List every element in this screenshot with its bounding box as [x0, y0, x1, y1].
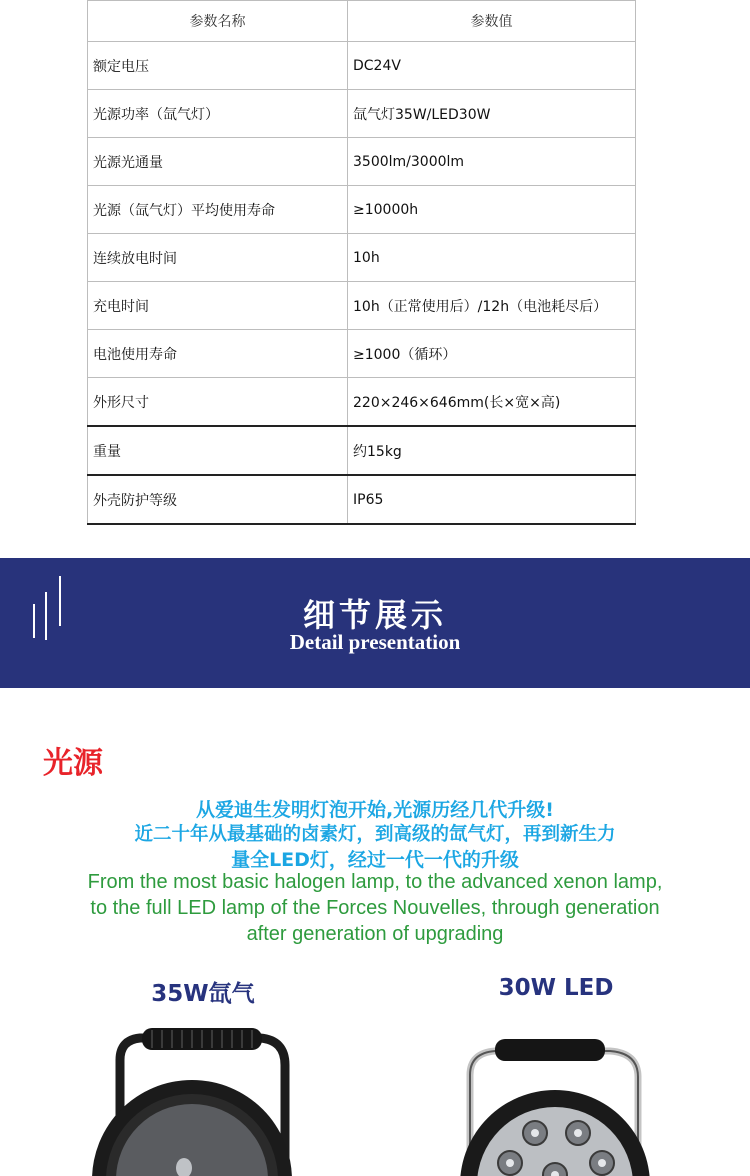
- param-value: DC24V: [348, 42, 636, 90]
- banner-title-cn: 细节展示: [302, 596, 447, 634]
- table-row: [88, 90, 636, 138]
- param-name: 光源功率（氙气灯）: [88, 90, 348, 138]
- param-value: 220×246×646mm(长×宽×高): [348, 378, 636, 427]
- xenon-lamp-label: 35W氙气: [151, 981, 255, 1007]
- table-row: [88, 42, 636, 90]
- spec-table: [87, 0, 636, 525]
- param-value: IP65: [348, 475, 636, 524]
- table-row: [88, 234, 636, 282]
- header-param-name: 参数名称: [88, 1, 348, 42]
- description-en-line: From the most basic halogen lamp, to the advanced xenon lamp,: [87, 871, 663, 893]
- param-value: 氙气灯35W/LED30W: [348, 90, 636, 138]
- description-cn-line: 近二十年从最基础的卤素灯，到高级的氙气灯，再到新生力: [134, 824, 616, 845]
- param-name: 光源（氙气灯）平均使用寿命: [88, 186, 348, 234]
- xenon-lamp-image: [80, 1020, 300, 1176]
- description-cn-line: 量全LED灯，经过一代一代的升级: [231, 849, 519, 871]
- param-name: 外壳防护等级: [88, 475, 348, 524]
- param-value: ≥1000（循环）: [348, 330, 636, 378]
- table-row: [88, 282, 636, 330]
- param-name: 电池使用寿命: [88, 330, 348, 378]
- param-value: 10h（正常使用后）/12h（电池耗尽后）: [348, 282, 636, 330]
- table-row: [88, 330, 636, 378]
- table-row: [88, 138, 636, 186]
- table-row: [88, 186, 636, 234]
- table-row: [88, 378, 636, 427]
- led-lamp-image: [440, 1035, 650, 1176]
- banner-title-en: Detail presentation: [289, 630, 461, 654]
- table-header-row: [88, 1, 636, 42]
- param-name: 外形尺寸: [88, 378, 348, 427]
- param-name: 连续放电时间: [88, 234, 348, 282]
- description-en-line: after generation of upgrading: [246, 923, 504, 945]
- param-name: 重量: [88, 426, 348, 475]
- param-name: 额定电压: [88, 42, 348, 90]
- table-row: [88, 475, 636, 524]
- led-lamp-label: 30W LED: [498, 975, 614, 1001]
- param-name: 光源光通量: [88, 138, 348, 186]
- param-value: 3500lm/3000lm: [348, 138, 636, 186]
- description-cn-line: 从爱迪生发明灯泡开始,光源历经几代升级!: [196, 799, 554, 821]
- description-en-line: to the full LED lamp of the Forces Nouvelles, through generation: [90, 897, 660, 919]
- table-row: [88, 426, 636, 475]
- section-title: 光源: [43, 746, 103, 781]
- param-value: 10h: [348, 234, 636, 282]
- param-value: ≥10000h: [348, 186, 636, 234]
- param-value: 约15kg: [348, 426, 636, 475]
- param-name: 充电时间: [88, 282, 348, 330]
- header-param-value: 参数值: [348, 1, 636, 42]
